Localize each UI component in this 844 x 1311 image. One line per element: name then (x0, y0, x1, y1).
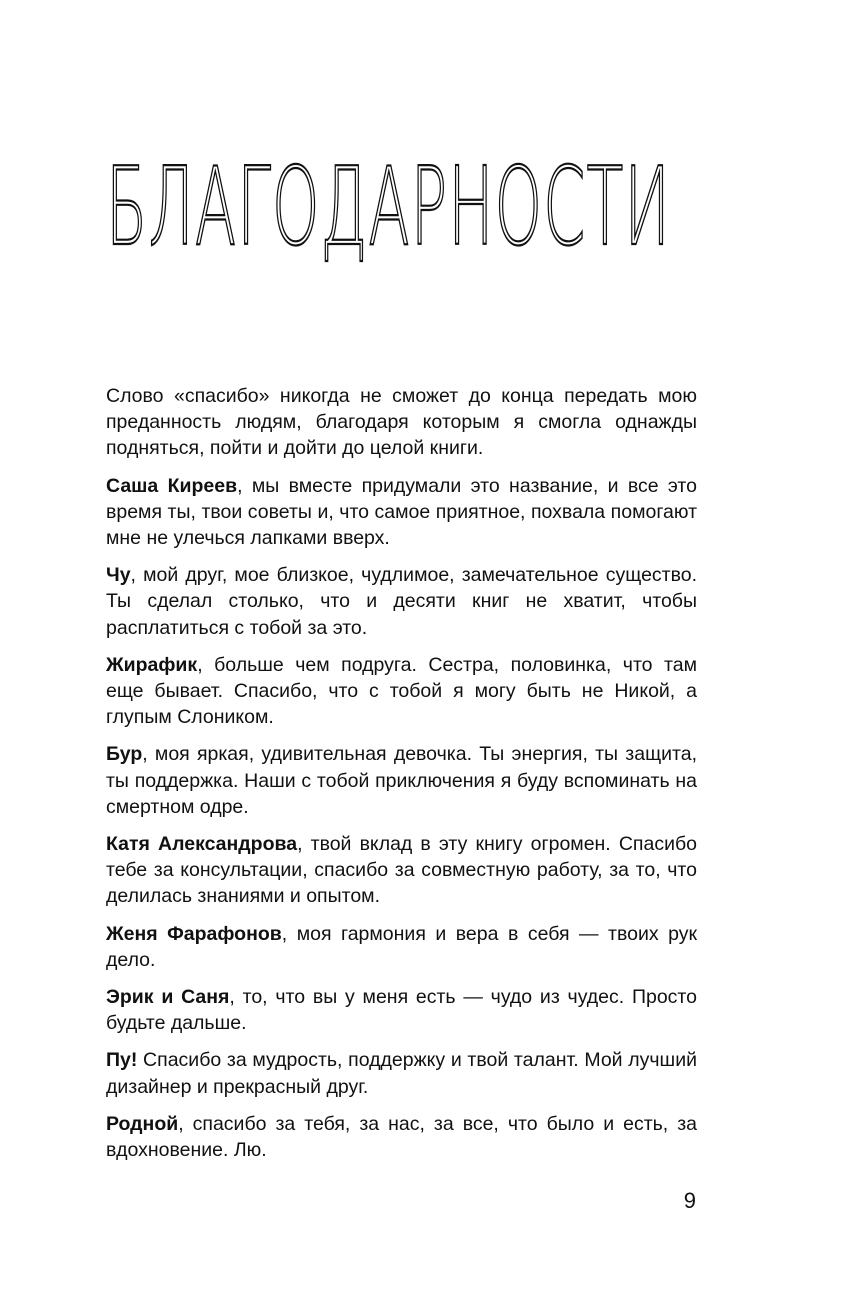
page-number: 9 (683, 1188, 696, 1213)
person-name: Эрик и Саня (106, 986, 230, 1009)
person-name: Родной (106, 1112, 179, 1135)
paragraph-katya (106, 831, 697, 910)
paragraph-zhirafik (106, 652, 697, 731)
paragraph-text: , моя гармония и вера в себя — твоих рук дело. (106, 922, 697, 971)
page-title-graphic (106, 145, 706, 278)
person-name: Пу! (106, 1049, 138, 1072)
person-name: Саша Киреев (106, 474, 238, 497)
person-name: Жирафик (106, 653, 198, 676)
paragraph-text: , больше чем подруга. Сестра, половинка, что там еще бывает. Спасибо, что с тобой я могу быть не Никой, а глупым Слоником. (106, 653, 697, 729)
paragraph-text: Слово «спасибо» никогда не сможет до конца передать мою преданность людям, благодаря которым я смогла однажды подняться, пойти и дойти до целой книги. (106, 385, 697, 460)
paragraph-text: , твой вклад в эту книгу огромен. Спасибо тебе за консультации, спасибо за совместную работу, за то, что делилась знаниями и опытом. (106, 833, 697, 908)
paragraph-text: , то, что вы у меня есть — чудо из чудес. Просто будьте дальше. (106, 986, 697, 1035)
paragraph-text: , моя яркая, удивительная девочка. Ты энергия, ты защита, ты поддержка. Наши с тобой приключения я буду вспоминать на смертном одре. (106, 743, 697, 818)
paragraph-text: , спасибо за тебя, за нас, за все, что было и есть, за вдохновение. Лю. (106, 1112, 697, 1162)
person-name: Катя Александрова (106, 833, 298, 856)
page-title-text: БЛАГОДАРНОСТИ (106, 145, 671, 270)
paragraph-rodnoy (106, 1111, 697, 1163)
paragraph-text: , мой друг, мое близкое, чудлимое, замечательное существо. Ты сделал столько, что и десяти книг не хватит, чтобы расплатиться с тобой за это. (106, 564, 697, 639)
paragraph-text: Спасибо за мудрость, поддержку и твой талант. Мой лучший дизайнер и прекрасный друг. (106, 1049, 697, 1098)
person-name: Чу (106, 564, 131, 587)
paragraph-zhenya (106, 921, 697, 973)
page-title (106, 145, 706, 278)
paragraph-erik-sanya (106, 984, 697, 1036)
paragraph-bur (106, 741, 697, 820)
person-name: Бур (106, 743, 143, 766)
paragraph-chu (106, 562, 697, 641)
person-name: Женя Фарафонов (106, 922, 282, 945)
acknowledgements-text (106, 383, 697, 1174)
paragraph-text: , мы вместе придумали это название, и все это время ты, твои советы и, что самое приятное, похвала помогают мне не улечься лапками вверх. (106, 474, 697, 550)
paragraph-sasha (106, 473, 697, 552)
paragraph-pu (106, 1047, 697, 1099)
paragraph-intro (106, 383, 697, 462)
